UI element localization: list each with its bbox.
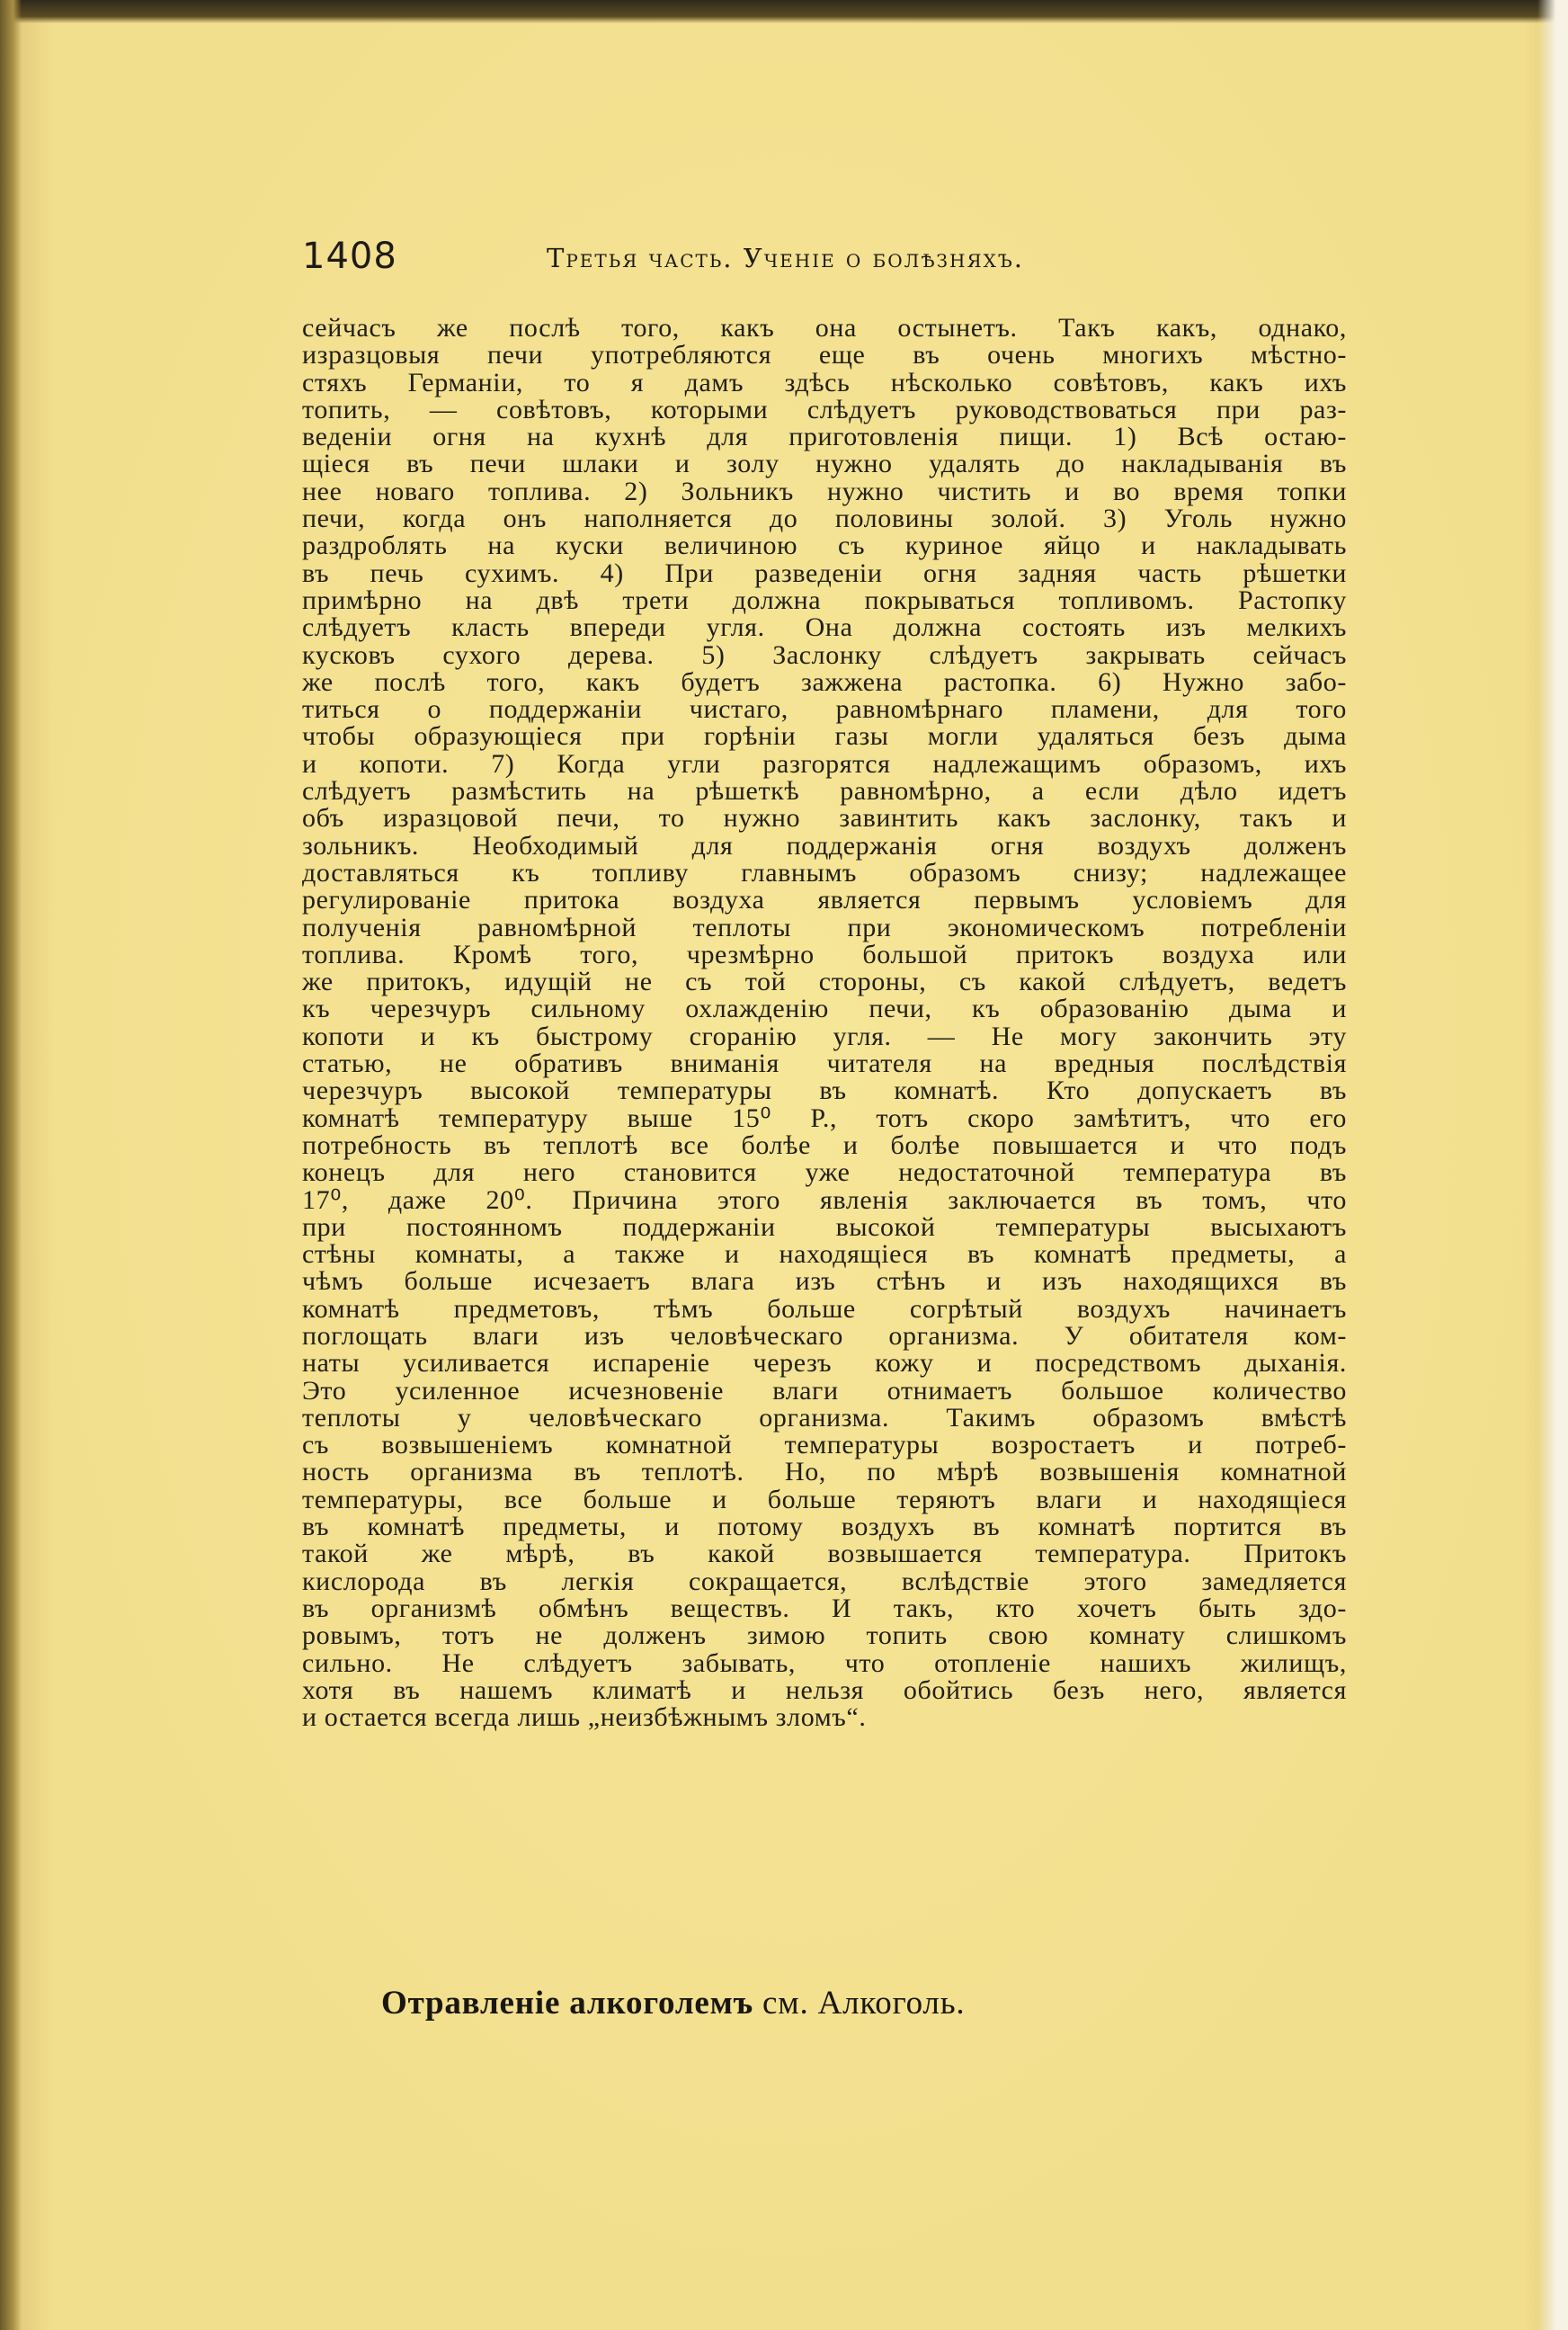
- section-heading-reference: см. Алкоголь.: [753, 1985, 966, 2022]
- body-line: потребность въ теплотѣ все болѣе и болѣе повышается и что подъ: [302, 1129, 1347, 1160]
- body-line: топлива. Кромѣ того, чрезмѣрно большой притокъ воздуха или: [302, 939, 1347, 969]
- body-line: стяхъ Германіи, то я дамъ здѣсь нѣсколько совѣтовъ, какъ ихъ: [302, 367, 1347, 397]
- scan-top-edge: [0, 0, 1568, 23]
- body-text: [302, 315, 1347, 1731]
- body-line: и остается всегда лишь „неизбѣжнымъ зломъ“.: [302, 1702, 867, 1733]
- body-line: раздроблять на куски величиною съ куриное яйцо и накладывать: [302, 531, 1347, 561]
- body-line: 17⁰, даже 20⁰. Причина этого явленія заключается въ томъ, что: [302, 1184, 1347, 1215]
- scan-right-margin: [1537, 0, 1568, 2330]
- scan-binding-edge: [0, 0, 22, 2330]
- body-line: веденіи огня на кухнѣ для приготовленія пищи. 1) Всѣ остаю-: [302, 422, 1347, 452]
- body-line: къ черезчуръ сильному охлажденію печи, къ образованію дыма и: [302, 994, 1347, 1024]
- body-line: въ комнатѣ предметы, и потому воздухъ въ комнатѣ портится въ: [302, 1512, 1347, 1542]
- body-line: при постоянномъ поддержаніи высокой температуры высыхаютъ: [302, 1211, 1347, 1242]
- body-line: слѣдуетъ размѣстить на рѣшеткѣ равномѣрно, а если дѣло идетъ: [302, 776, 1347, 807]
- body-line: слѣдуетъ класть впереди угля. Она должна состоять изъ мелкихъ: [302, 612, 1347, 643]
- body-line: примѣрно на двѣ трети должна покрываться топливомъ. Растопку: [302, 585, 1347, 615]
- body-line: чтобы образующіеся при горѣніи газы могли удаляться безъ дыма: [302, 721, 1347, 752]
- body-line: кусковъ сухого дерева. 5) Заслонку слѣдуетъ закрывать сейчасъ: [302, 639, 1347, 670]
- body-line: комнатѣ предметовъ, тѣмъ больше согрѣтый воздухъ начинаетъ: [302, 1293, 1347, 1324]
- body-line: чѣмъ больше исчезаетъ влага изъ стѣнъ и изъ находящихся въ: [302, 1266, 1347, 1297]
- body-line: топить, — совѣтовъ, которыми слѣдуетъ руководствоваться при раз-: [302, 394, 1347, 424]
- body-line: комнатѣ температуру выше 15⁰ Р., тотъ скоро замѣтитъ, что его: [302, 1103, 1347, 1133]
- body-line: стѣны комнаты, а также и находящіеся въ комнатѣ предметы, а: [302, 1239, 1347, 1270]
- body-line: и копоти. 7) Когда угли разгорятся надлежащимъ образомъ, ихъ: [302, 748, 1347, 779]
- body-line: съ возвышеніемъ комнатной температуры возростаетъ и потреб-: [302, 1430, 1347, 1460]
- body-line: сильно. Не слѣдуетъ забывать, что отопленіе нашихъ жилищъ,: [302, 1647, 1347, 1678]
- body-line: Это усиленное исчезновеніе влаги отнимаетъ большое количество: [302, 1375, 1347, 1406]
- body-line: полученія равномѣрной теплоты при экономическомъ потребленіи: [302, 912, 1347, 942]
- body-line: печи, когда онъ наполняется до половины золой. 3) Уголь нужно: [302, 504, 1347, 534]
- body-line: копоти и къ быстрому сгоранію угля. — Не могу закончить эту: [302, 1021, 1347, 1051]
- section-heading-bold: Отравленіе алкоголемъ: [381, 1985, 753, 2022]
- body-line: конецъ для него становится уже недостаточной температура въ: [302, 1157, 1347, 1188]
- body-line: сейчасъ же послѣ того, какъ она остынетъ. Такъ какъ, однако,: [302, 313, 1347, 343]
- body-line: изразцовыя печи употребляются еще въ очень многихъ мѣстно-: [302, 340, 1347, 370]
- section-heading: [381, 1984, 965, 2022]
- body-line: хотя въ нашемъ климатѣ и нельзя обойтись безъ него, является: [302, 1674, 1347, 1705]
- running-head: Третья часть. Ученіе о болѣзняхъ.: [547, 243, 1024, 273]
- body-line: титься о поддержаніи чистаго, равномѣрнаго пламени, для того: [302, 694, 1347, 725]
- body-line: ность организма въ теплотѣ. Но, по мѣрѣ возвышенія комнатной: [302, 1457, 1347, 1487]
- body-line: теплоты у человѣческаго организма. Такимъ образомъ вмѣстѣ: [302, 1402, 1347, 1433]
- body-line: регулированіе притока воздуха является первымъ условіемъ для: [302, 885, 1347, 915]
- body-line: кислорода въ легкія сокращается, вслѣдствіе этого замедляется: [302, 1566, 1347, 1596]
- body-line: въ организмѣ обмѣнъ веществъ. И такъ, кто хочетъ быть здо-: [302, 1593, 1347, 1623]
- body-line: статью, не обративъ вниманія читателя на вредныя послѣдствія: [302, 1049, 1347, 1079]
- body-line: нее новаго топлива. 2) Зольникъ нужно чистить и во время топки: [302, 476, 1347, 506]
- body-line: же притокъ, идущій не съ той стороны, съ какой слѣдуетъ, ведетъ: [302, 967, 1347, 997]
- body-line: же послѣ того, какъ будетъ зажжена растопка. 6) Нужно забо-: [302, 666, 1347, 697]
- body-line: такой же мѣрѣ, въ какой возвышается температура. Притокъ: [302, 1539, 1347, 1569]
- body-line: объ изразцовой печи, то нужно завинтить какъ заслонку, такъ и: [302, 803, 1347, 834]
- body-line: температуры, все больше и больше теряютъ влаги и находящіеся: [302, 1484, 1347, 1514]
- body-line: въ печь сухимъ. 4) При разведеніи огня задняя часть рѣшетки: [302, 558, 1347, 588]
- body-line: наты усиливается испареніе черезъ кожу и посредствомъ дыханія.: [302, 1348, 1347, 1379]
- body-line: ровымъ, тотъ не долженъ зимою топить свою комнату слишкомъ: [302, 1620, 1347, 1651]
- body-line: черезчуръ высокой температуры въ комнатѣ. Кто допускаетъ въ: [302, 1076, 1347, 1106]
- body-line: поглощать влаги изъ человѣческаго организма. У обитателя ком-: [302, 1320, 1347, 1351]
- body-line: доставляться къ топливу главнымъ образомъ снизу; надлежащее: [302, 857, 1347, 888]
- body-line: щіеся въ печи шлаки и золу нужно удалять до накладыванія въ: [302, 449, 1347, 479]
- body-line: зольникъ. Необходимый для поддержанія огня воздухъ долженъ: [302, 830, 1347, 861]
- page-header: [302, 236, 1381, 290]
- page-number: 1408: [302, 236, 397, 277]
